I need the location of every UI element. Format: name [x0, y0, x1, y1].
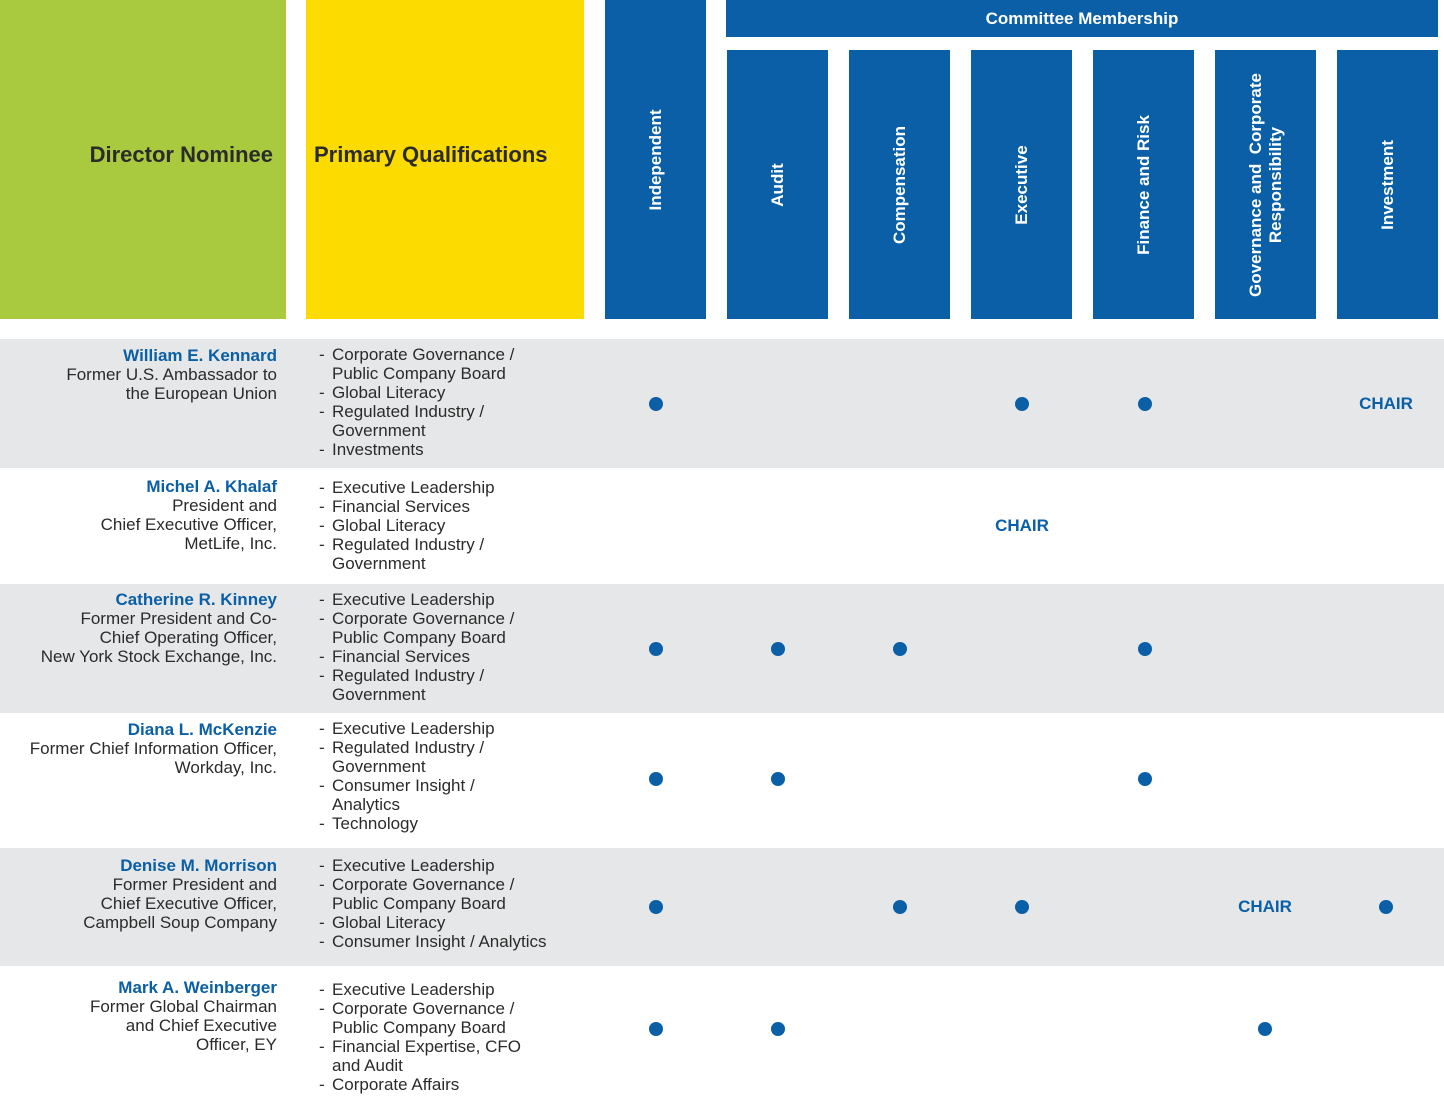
director-title-line: Officer, EY [196, 1035, 277, 1054]
qualification-item [319, 894, 546, 913]
chair-label-investment: CHAIR [1359, 394, 1413, 413]
qualification-item [319, 776, 495, 795]
qualification-item [319, 402, 514, 421]
qualification-text: Global Literacy [332, 383, 446, 402]
qualification-text: Financial Expertise, CFO [332, 1037, 521, 1056]
director-title-line: and Chief Executive [125, 1016, 277, 1035]
qualification-text: Corporate Governance / [332, 875, 515, 894]
qualification-text: Corporate Affairs [332, 1075, 460, 1094]
primary-qualifications-label: Primary Qualifications [314, 142, 548, 167]
qualification-text: Investments [332, 440, 424, 459]
bullet-dash: - [319, 999, 325, 1018]
filled-circle-icon [771, 1022, 785, 1036]
committee-header-label: Audit [767, 162, 787, 207]
committee-header-label: Investment [1377, 139, 1397, 230]
qualification-text: Government [332, 757, 426, 776]
filled-circle-icon [649, 397, 663, 411]
filled-circle-icon [893, 900, 907, 914]
qualification-text: Executive Leadership [332, 719, 495, 738]
qualification-text: Government [332, 421, 426, 440]
qualification-text: Global Literacy [332, 516, 446, 535]
qualification-item [319, 535, 495, 554]
filled-circle-icon [771, 642, 785, 656]
qualification-item [319, 628, 514, 647]
qualification-item [319, 554, 495, 573]
qualifications-list [319, 590, 514, 704]
independent-header [605, 0, 706, 319]
bullet-dash: - [319, 478, 325, 497]
qualification-text: Corporate Governance / [332, 999, 515, 1018]
director-title-line: Campbell Soup Company [83, 913, 277, 932]
qualification-text: Regulated Industry / [332, 402, 485, 421]
qualification-text: Corporate Governance / [332, 609, 515, 628]
qualification-text: Regulated Industry / [332, 666, 485, 685]
bullet-dash [319, 554, 332, 573]
bullet-dash: - [319, 719, 325, 738]
qualification-text: Public Company Board [332, 364, 506, 383]
bullet-dash: - [319, 535, 325, 554]
qualification-item [319, 1075, 521, 1094]
committee-header-finance-and-risk [1093, 50, 1194, 319]
filled-circle-icon [1379, 900, 1393, 914]
qualification-text: Consumer Insight / Analytics [332, 932, 547, 951]
qualification-text: Public Company Board [332, 1018, 506, 1037]
bullet-dash: - [319, 814, 325, 833]
director-nominee-cell [101, 477, 277, 553]
director-title-line: Former President and Co- [80, 609, 277, 628]
bullet-dash: - [319, 980, 325, 999]
qualification-item [319, 932, 546, 951]
qualification-item [319, 647, 514, 666]
qualification-item [319, 666, 514, 685]
qualification-item [319, 1018, 521, 1037]
director-nominee-cell [41, 590, 277, 666]
qualification-text: Global Literacy [332, 913, 446, 932]
bullet-dash: - [319, 590, 325, 609]
director-name: Catherine R. Kinney [115, 590, 277, 609]
qualification-item [319, 795, 495, 814]
bullet-dash [319, 1056, 332, 1075]
qualification-text: Consumer Insight / [332, 776, 475, 795]
qualification-item [319, 685, 514, 704]
qualifications-list [319, 345, 514, 459]
qualification-item [319, 590, 514, 609]
qualification-text: Analytics [332, 795, 401, 814]
qualification-item [319, 719, 495, 738]
director-title-line: Chief Operating Officer, [99, 628, 277, 647]
director-title-line: Former President and [112, 875, 277, 894]
qualification-item [319, 345, 514, 364]
bullet-dash [319, 1018, 332, 1037]
bullet-dash: - [319, 875, 325, 894]
bullet-dash: - [319, 776, 325, 795]
qualification-item [319, 999, 521, 1018]
qualification-item [319, 478, 495, 497]
qualification-item [319, 875, 546, 894]
qualification-text: Executive Leadership [332, 478, 495, 497]
qualification-text: and Audit [332, 1056, 403, 1075]
bullet-dash [319, 421, 332, 440]
filled-circle-icon [1258, 1022, 1272, 1036]
director-nominee-header [0, 0, 286, 319]
committee-header-label: Executive [1011, 144, 1031, 225]
director-title-line: Former U.S. Ambassador to [66, 365, 277, 384]
qualification-text: Financial Services [332, 647, 470, 666]
bullet-dash: - [319, 647, 325, 666]
filled-circle-icon [771, 772, 785, 786]
director-title-line: Chief Executive Officer, [100, 894, 277, 913]
director-title-line: President and [172, 496, 277, 515]
committee-header-label: Finance and Risk [1133, 114, 1153, 255]
filled-circle-icon [1138, 397, 1152, 411]
committee-header-investment [1337, 50, 1438, 319]
qualification-item [319, 609, 514, 628]
qualification-item [319, 913, 546, 932]
qualification-item [319, 757, 495, 776]
director-name: Mark A. Weinberger [118, 978, 277, 997]
filled-circle-icon [649, 1022, 663, 1036]
director-title-line: New York Stock Exchange, Inc. [40, 647, 277, 666]
chair-label-governance-and-corporate-responsibility: CHAIR [1238, 897, 1292, 916]
qualification-text: Public Company Board [332, 894, 506, 913]
qualifications-list [319, 478, 495, 573]
bullet-dash: - [319, 402, 325, 421]
committee-header-label: Compensation [889, 125, 909, 244]
qualification-item [319, 516, 495, 535]
bullet-dash: - [319, 913, 325, 932]
filled-circle-icon [649, 772, 663, 786]
bullet-dash [319, 685, 332, 704]
committee-header-governance-and-corporate-responsibility [1215, 50, 1316, 319]
bullet-dash [319, 757, 332, 776]
director-title-line: the European Union [125, 384, 277, 403]
bullet-dash: - [319, 856, 325, 875]
bullet-dash [319, 628, 332, 647]
qualification-text: Executive Leadership [332, 980, 495, 999]
director-nominee-label: Director Nominee [89, 142, 273, 167]
qualification-text: Public Company Board [332, 628, 506, 647]
bullet-dash: - [319, 1037, 325, 1056]
qualification-text: Financial Services [332, 497, 470, 516]
director-title-line: Former Global Chairman [89, 997, 277, 1016]
qualification-text: Government [332, 554, 426, 573]
qualification-item [319, 497, 495, 516]
qualification-text: Executive Leadership [332, 856, 495, 875]
independent-label: Independent [645, 108, 665, 211]
qualification-item [319, 1037, 521, 1056]
committee-header-audit [727, 50, 828, 319]
filled-circle-icon [649, 900, 663, 914]
qualification-text: Executive Leadership [332, 590, 495, 609]
qualification-item [319, 738, 495, 757]
committee-header-compensation [849, 50, 950, 319]
bullet-dash: - [319, 383, 325, 402]
bullet-dash [319, 795, 332, 814]
filled-circle-icon [1015, 397, 1029, 411]
bullet-dash: - [319, 516, 325, 535]
director-name: Diana L. McKenzie [127, 720, 277, 739]
qualifications-list [319, 719, 495, 833]
qualification-text: Corporate Governance / [332, 345, 515, 364]
director-title-line: Workday, Inc. [174, 758, 277, 777]
qualification-item [319, 814, 495, 833]
qualification-text: Regulated Industry / [332, 535, 485, 554]
bullet-dash: - [319, 497, 325, 516]
chair-label-executive: CHAIR [995, 516, 1049, 535]
qualification-item [319, 1056, 521, 1075]
qualification-item [319, 421, 514, 440]
director-nominee-cell [90, 978, 277, 1054]
qualification-item [319, 440, 514, 459]
director-title-line: MetLife, Inc. [184, 534, 277, 553]
bullet-dash: - [319, 738, 325, 757]
filled-circle-icon [1138, 772, 1152, 786]
bullet-dash [319, 894, 332, 913]
qualifications-list [319, 856, 546, 951]
qualification-item [319, 980, 521, 999]
director-title-line: Chief Executive Officer, [100, 515, 277, 534]
qualifications-list [319, 980, 521, 1094]
filled-circle-icon [893, 642, 907, 656]
bullet-dash: - [319, 345, 325, 364]
bullet-dash: - [319, 666, 325, 685]
committee-membership-banner: Committee Membership [726, 0, 1438, 37]
director-title-line: Former Chief Information Officer, [29, 739, 277, 758]
bullet-dash [319, 364, 332, 383]
filled-circle-icon [649, 642, 663, 656]
qualification-item [319, 856, 546, 875]
director-name: William E. Kennard [123, 346, 277, 365]
bullet-dash: - [319, 440, 325, 459]
bullet-dash: - [319, 1075, 325, 1094]
filled-circle-icon [1138, 642, 1152, 656]
director-name: Michel A. Khalaf [146, 477, 277, 496]
committee-header-label: Governance and Corporate Responsibility [1245, 72, 1285, 297]
qualification-text: Regulated Industry / [332, 738, 485, 757]
bullet-dash: - [319, 932, 325, 951]
director-name: Denise M. Morrison [120, 856, 277, 875]
director-nominee-cell [66, 346, 277, 403]
director-nominee-cell [30, 720, 277, 777]
qualification-text: Technology [332, 814, 419, 833]
director-nominee-cell [83, 856, 277, 932]
filled-circle-icon [1015, 900, 1029, 914]
qualification-text: Government [332, 685, 426, 704]
committee-header-executive [971, 50, 1072, 319]
qualification-item [319, 364, 514, 383]
primary-qualifications-header [306, 0, 584, 319]
qualification-item [319, 383, 514, 402]
bullet-dash: - [319, 609, 325, 628]
